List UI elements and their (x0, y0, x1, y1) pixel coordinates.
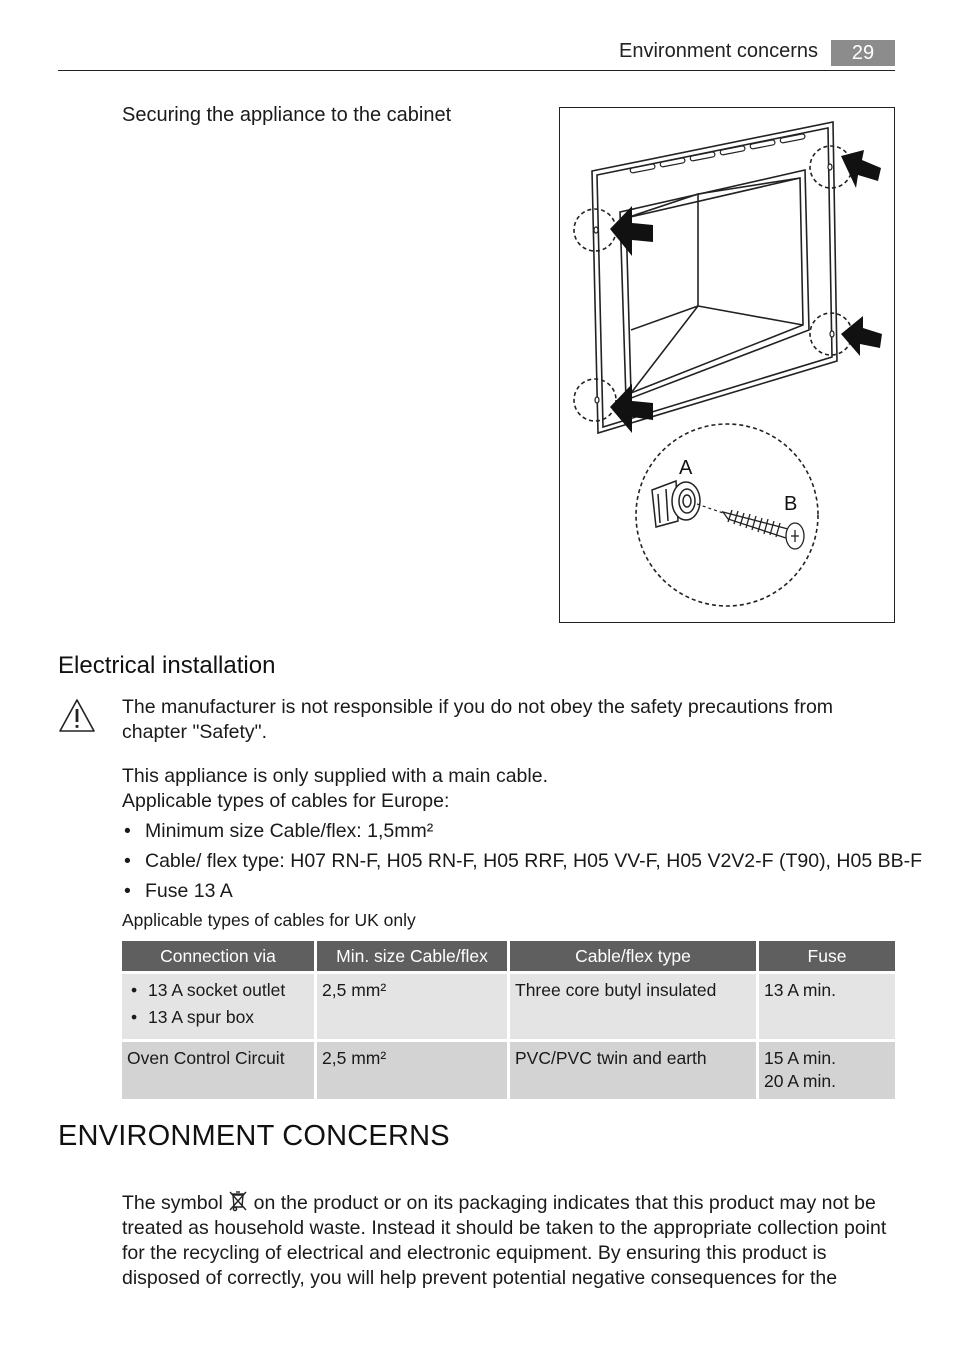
warning-text: The manufacturer is not responsible if you do not obey the safety precautions from chapter "Safety". (122, 696, 834, 743)
label-b: B (784, 493, 798, 515)
fuse-value: 15 A min. (764, 1048, 836, 1068)
table-cell: 13 A min. (759, 974, 895, 1042)
crossed-out-wheelie-bin-icon (228, 1190, 248, 1212)
table-cell: PVC/PVC twin and earth (510, 1042, 759, 1102)
column-header: Min. size Cable/flex (317, 941, 510, 974)
table-cell: Three core butyl insulated (510, 974, 759, 1042)
europe-cables-line: Applicable types of cables for Europe: (122, 790, 450, 812)
list-item: • Minimum size Cable/flex: 1,5mm² (122, 819, 922, 849)
figure-caption: Securing the appliance to the cabinet (122, 104, 452, 126)
environment-concerns-heading: ENVIRONMENT CONCERNS (58, 1120, 450, 1152)
uk-table-caption: Applicable types of cables for UK only (122, 910, 416, 930)
table-cell: 2,5 mm² (317, 974, 510, 1042)
running-header-title: Environment concerns (619, 40, 818, 62)
cabinet-mounting-illustration (559, 107, 895, 623)
column-header: Cable/flex type (510, 941, 759, 974)
list-item: • 13 A spur box (127, 1006, 309, 1033)
list-item: • Cable/ flex type: H07 RN-F, H05 RN-F, H05 RRF, H05 VV-F, H05 V2V2-F (T90), H05 BB-F (122, 849, 922, 879)
table-row (122, 1042, 895, 1102)
list-item: • 13 A socket outlet (127, 979, 309, 1006)
supply-line: This appliance is only supplied with a main cable. (122, 765, 548, 787)
header-divider (58, 70, 895, 71)
uk-cable-table (122, 941, 895, 1102)
column-header: Connection via (122, 941, 317, 974)
table-cell (759, 1042, 895, 1102)
warning-triangle-icon (58, 698, 96, 734)
table-header-row (122, 941, 895, 974)
env-text-rest: on the product or on its packaging indicates that this product may not be treated as household waste. Instead it should be taken to the appropriate collection point for the recycling of electrical and electronic equipment. By ensuring this product is disposed of correctly, you will help prevent potential negative consequences for the (122, 1192, 887, 1289)
screw-drawing (723, 510, 804, 549)
oven-frame-drawing (592, 122, 837, 433)
label-a: A (679, 457, 693, 479)
page-number-badge: 29 (831, 40, 895, 66)
list-item: • Fuse 13 A (122, 879, 922, 909)
env-text-start: The symbol (122, 1192, 223, 1214)
table-cell (122, 974, 317, 1042)
fuse-value: 20 A min. (764, 1071, 836, 1091)
environment-paragraph (122, 1190, 897, 1291)
table-cell: Oven Control Circuit (122, 1042, 317, 1102)
table-row (122, 974, 895, 1042)
table-cell: 2,5 mm² (317, 1042, 510, 1102)
wall-plug-drawing (652, 481, 700, 527)
column-header: Fuse (759, 941, 895, 974)
electrical-installation-heading: Electrical installation (58, 652, 276, 679)
europe-cable-requirements (122, 819, 922, 909)
